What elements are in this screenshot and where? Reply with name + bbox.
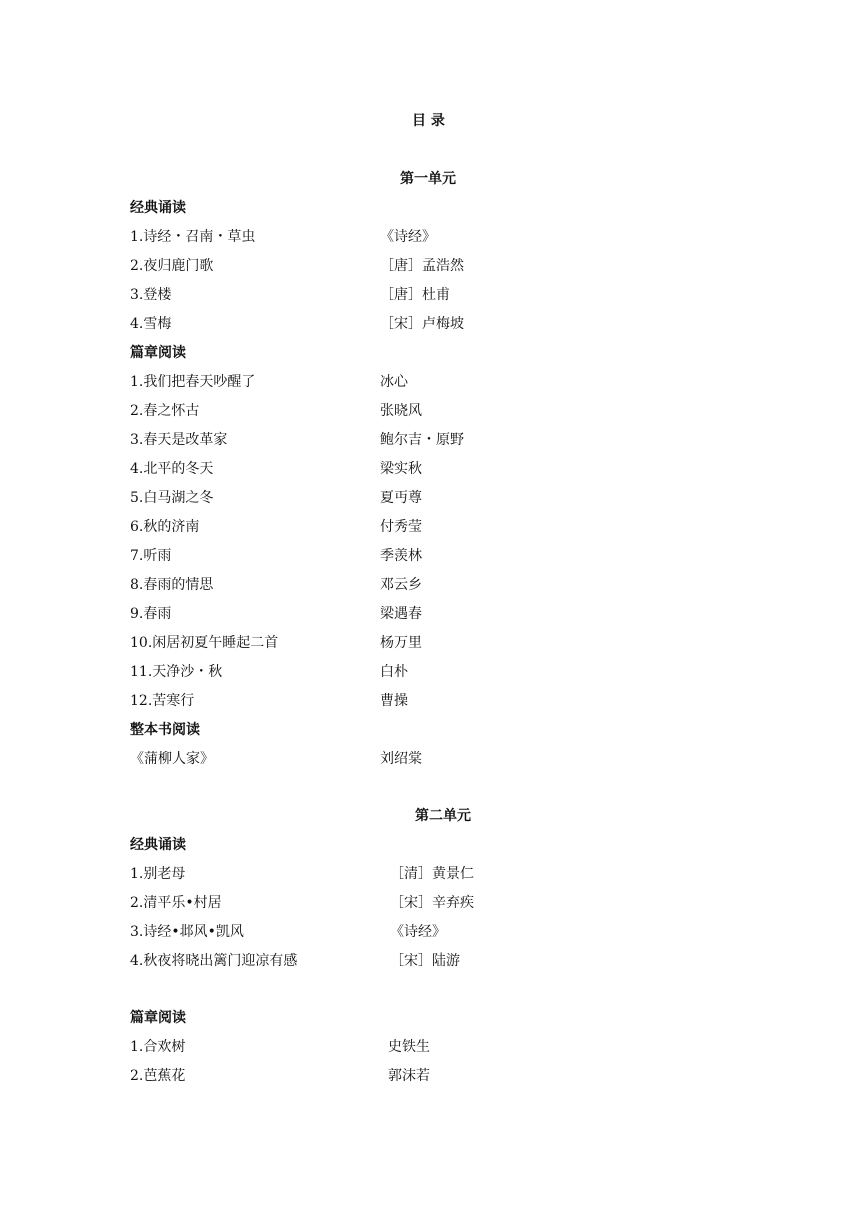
section-heading: 篇章阅读 <box>130 1010 186 1026</box>
toc-entry-title: 11.天净沙・秋 <box>130 664 223 680</box>
toc-entry-author: 刘绍棠 <box>380 751 422 767</box>
section-heading: 篇章阅读 <box>130 345 186 361</box>
toc-entry-author: 《诗经》 <box>380 229 436 245</box>
toc-entry-title: 5.白马湖之冬 <box>130 490 214 506</box>
toc-entry-title: 1.诗经・召南・草虫 <box>130 229 256 245</box>
toc-entry-title: 3.春天是改革家 <box>130 432 228 448</box>
toc-entry-title: 4.北平的冬天 <box>130 461 214 477</box>
toc-entry-author: 冰心 <box>380 374 408 390</box>
toc-entry-title: 4.秋夜将晓出篱门迎凉有感 <box>130 953 298 969</box>
toc-entry-author: 梁遇春 <box>380 606 422 622</box>
toc-entry-title: 6.秋的济南 <box>130 519 200 535</box>
toc-entry-author: 季羡林 <box>380 548 422 564</box>
toc-entry-author: 白朴 <box>380 664 408 680</box>
section-heading: 经典诵读 <box>130 200 186 216</box>
toc-entry-author: 付秀莹 <box>380 519 422 535</box>
toc-entry-author: ［宋］卢梅坡 <box>380 316 464 332</box>
toc-entry-author: ［唐］孟浩然 <box>380 258 464 274</box>
toc-entry-author: 鲍尔吉・原野 <box>380 432 464 448</box>
toc-entry-author: 邓云乡 <box>380 577 422 593</box>
toc-entry-author: 《诗经》 <box>390 924 446 940</box>
toc-entry-title: 1.合欢树 <box>130 1039 186 1055</box>
toc-entry-author: 杨万里 <box>380 635 422 651</box>
section-heading: 整本书阅读 <box>130 722 200 738</box>
toc-entry-title: 8.春雨的情思 <box>130 577 214 593</box>
toc-entry-title: 2.夜归鹿门歌 <box>130 258 214 274</box>
toc-entry-title: 2.芭蕉花 <box>130 1068 186 1084</box>
toc-entry-author: 夏丏尊 <box>380 490 422 506</box>
toc-entry-title: 3.诗经•邶风•凯风 <box>130 924 244 940</box>
toc-entry-author: 梁实秋 <box>380 461 422 477</box>
toc-entry-title: 2.清平乐•村居 <box>130 895 222 911</box>
toc-entry-author: ［宋］辛弃疾 <box>390 895 474 911</box>
toc-entry-author: ［宋］陆游 <box>390 953 460 969</box>
toc-entry-title: 7.听雨 <box>130 548 172 564</box>
toc-entry-title: 《蒲柳人家》 <box>130 751 214 767</box>
toc-entry-title: 2.春之怀古 <box>130 403 200 419</box>
toc-entry-title: 3.登楼 <box>130 287 172 303</box>
toc-entry-title: 9.春雨 <box>130 606 172 622</box>
toc-entry-author: ［清］黄景仁 <box>390 866 474 882</box>
toc-entry-author: ［唐］杜甫 <box>380 287 450 303</box>
toc-entry-title: 10.闲居初夏午睡起二首 <box>130 635 279 651</box>
toc-entry-title: 1.别老母 <box>130 866 186 882</box>
unit-heading: 第一单元 <box>400 171 456 187</box>
toc-entry-author: 郭沫若 <box>388 1068 430 1084</box>
toc-title: 目 录 <box>412 113 445 129</box>
unit-heading: 第二单元 <box>415 808 471 824</box>
toc-entry-author: 张晓风 <box>380 403 422 419</box>
section-heading: 经典诵读 <box>130 837 186 853</box>
toc-entry-title: 12.苦寒行 <box>130 693 195 709</box>
toc-entry-author: 曹操 <box>380 693 408 709</box>
toc-entry-author: 史铁生 <box>388 1039 430 1055</box>
toc-entry-title: 4.雪梅 <box>130 316 172 332</box>
toc-entry-title: 1.我们把春天吵醒了 <box>130 374 256 390</box>
